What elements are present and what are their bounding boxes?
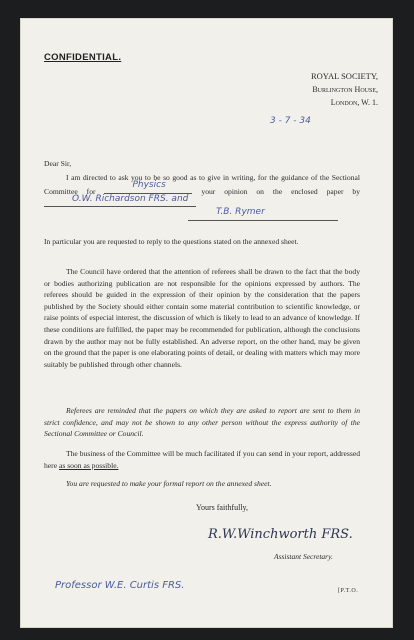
subject-blank — [104, 180, 192, 194]
address-city: London, W. 1. — [330, 98, 378, 107]
signature: R.W.Winchworth FRS. — [208, 527, 353, 542]
authors-blank-2 — [188, 207, 338, 221]
handwritten-date: 3 - 7 - 34 — [270, 116, 311, 126]
address-house: Burlington House, — [312, 85, 378, 94]
asap-text: as soon as possible. — [58, 460, 119, 470]
authors-handwriting-2: T.B. Rymer — [216, 207, 265, 218]
closing: Yours faithfully, — [196, 503, 249, 512]
formal-report-note: You are requested to make your formal report on the annexed sheet. — [66, 479, 272, 488]
authors-blank — [44, 193, 196, 207]
society-address — [311, 70, 378, 109]
address-society: ROYAL SOCIETY, — [310, 71, 378, 81]
salutation: Dear Sir, — [44, 159, 72, 168]
business-text: The business of the Committee will be much facilitated if you can send in your report, addressed here — [44, 449, 360, 470]
subject-handwriting: Physics — [132, 180, 166, 190]
request-text-2: your opinion on the enclosed paper by — [201, 186, 360, 196]
questions-paragraph: In particular you are requested to reply to the questions stated on the annexed sheet. — [44, 237, 299, 246]
authors-handwriting-1: O.W. Richardson FRS. and — [72, 193, 189, 204]
request-paragraph — [44, 172, 360, 224]
request-text: I am directed to ask you to be so good as to give in writing, for the guidance of the Sectional Committee for — [44, 173, 360, 196]
business-paragraph — [44, 448, 360, 471]
signatory-title: Assistant Secretary. — [274, 552, 333, 561]
recipient-handwriting: Professor W.E. Curtis FRS. — [55, 580, 185, 591]
council-paragraph: The Council have ordered that the attention of referees shall be drawn to the fact that the body or bodies authorizing publication are not responsible for the opinions expressed by authors. The referees should be guided in the expression of their opinion by the consideration that the papers published by the Society should either contain some material contribution to scientific knowledge, or raise points of especial interest, the discussion of which is likely to lead to an advance of knowledge. If these conditions are fulfilled, the paper may be recommended for publication, although the conclusions drawn by the author may not be fully established. An adverse report, on the other hand, may be given on the ground that the paper is one elaborating points of detail, or dealing with matters which may more suitably be published through other channels. — [44, 267, 360, 369]
confidentiality-paragraph: Referees are reminded that the papers on which they are asked to report are sent to them in strict confidence, and may not be shown to any other person without the express authority of the Sectional Committee or Council. — [44, 406, 360, 439]
pto-mark: [P.T.O. — [338, 588, 359, 594]
confidential-heading: CONFIDENTIAL. — [44, 52, 122, 63]
